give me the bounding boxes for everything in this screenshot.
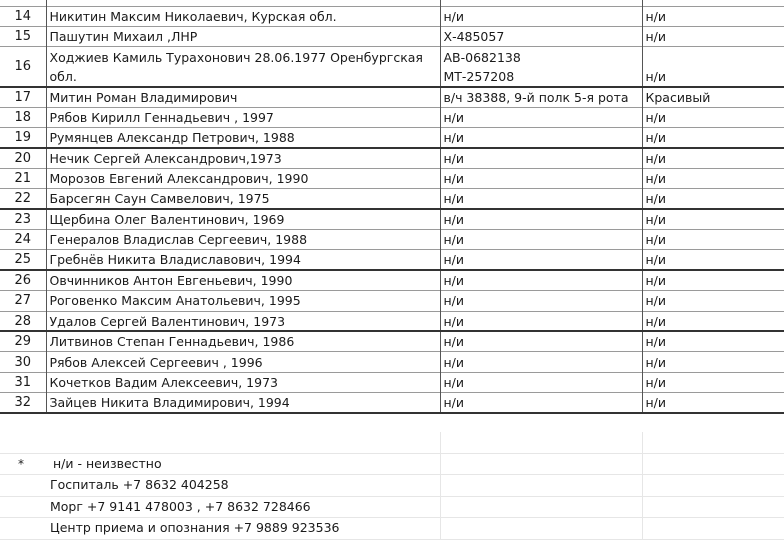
row-number-cell[interactable]: 15 [0, 26, 46, 46]
row-number-cell[interactable]: 19 [0, 128, 46, 148]
row-number-cell[interactable]: 28 [0, 311, 46, 331]
row-number-cell[interactable]: 23 [0, 209, 46, 229]
table-row [0, 168, 784, 188]
document-cell[interactable]: н/и [440, 209, 642, 229]
table-row [0, 87, 784, 107]
row-number-cell[interactable]: 14 [0, 6, 46, 26]
table-row [0, 189, 784, 209]
legend-text: н/и - неизвестно [53, 455, 162, 471]
document-cell[interactable]: н/и [440, 291, 642, 311]
document-cell[interactable]: н/и [440, 352, 642, 372]
table-row [0, 26, 784, 46]
document-cell[interactable]: н/и [440, 372, 642, 392]
document-cell[interactable]: н/и [440, 311, 642, 331]
document-cell[interactable]: н/и [440, 6, 642, 26]
document-cell[interactable] [440, 47, 642, 87]
document-cell[interactable]: н/и [440, 393, 642, 413]
document-cell[interactable]: н/и [440, 189, 642, 209]
note-cell[interactable]: н/и [642, 128, 784, 148]
name-cell[interactable]: Рябов Алексей Сергеевич , 1996 [46, 352, 440, 372]
table-row [0, 270, 784, 290]
document-cell[interactable]: Х-485057 [440, 26, 642, 46]
row-number-cell[interactable]: 27 [0, 291, 46, 311]
document-cell[interactable]: н/и [440, 331, 642, 351]
note-cell[interactable]: н/и [642, 148, 784, 168]
table-row [0, 107, 784, 127]
note-cell[interactable]: н/и [642, 311, 784, 331]
document-line: АВ-0682138 [443, 49, 521, 65]
table-row [0, 291, 784, 311]
footer-notes [0, 432, 784, 540]
name-cell[interactable]: Гребнёв Никита Владиславович, 1994 [46, 250, 440, 270]
footer-row [0, 432, 784, 454]
note-cell[interactable]: н/и [642, 47, 784, 87]
note-cell[interactable]: н/и [642, 270, 784, 290]
footer-row [0, 475, 784, 497]
note-cell[interactable]: н/и [642, 352, 784, 372]
name-cell[interactable]: Кочетков Вадим Алексеевич, 1973 [46, 372, 440, 392]
row-number-cell[interactable]: 20 [0, 148, 46, 168]
row-number-cell[interactable]: 26 [0, 270, 46, 290]
note-cell[interactable]: н/и [642, 291, 784, 311]
table-row [0, 393, 784, 413]
note-cell[interactable]: н/и [642, 250, 784, 270]
name-cell[interactable]: Барсегян Саун Самвелович, 1975 [46, 189, 440, 209]
footer-row [0, 454, 784, 476]
document-cell[interactable]: н/и [440, 168, 642, 188]
name-cell[interactable]: Нечик Сергей Александрович,1973 [46, 148, 440, 168]
name-cell[interactable]: Литвинов Степан Геннадьевич, 1986 [46, 331, 440, 351]
table-row [0, 230, 784, 250]
row-number-cell[interactable]: 18 [0, 107, 46, 127]
document-cell[interactable]: н/и [440, 107, 642, 127]
note-cell[interactable]: н/и [642, 331, 784, 351]
table-row [0, 372, 784, 392]
table-row [0, 250, 784, 270]
table-row [0, 6, 784, 26]
row-number-cell[interactable]: 25 [0, 250, 46, 270]
name-cell[interactable]: Щербина Олег Валентинович, 1969 [46, 209, 440, 229]
note-cell[interactable]: н/и [642, 26, 784, 46]
document-cell[interactable]: н/и [440, 148, 642, 168]
asterisk-mark: * [18, 456, 24, 471]
row-number-cell[interactable]: 32 [0, 393, 46, 413]
morgue-phone: Морг +7 9141 478003 , +7 8632 728466 [50, 498, 311, 514]
name-cell[interactable]: Румянцев Александр Петрович, 1988 [46, 128, 440, 148]
table-row [0, 331, 784, 351]
name-cell[interactable]: Удалов Сергей Валентинович, 1973 [46, 311, 440, 331]
footer-row [0, 497, 784, 519]
note-cell[interactable]: н/и [642, 168, 784, 188]
table-row [0, 311, 784, 331]
document-cell[interactable]: н/и [440, 230, 642, 250]
note-cell[interactable]: н/и [642, 372, 784, 392]
footer-row [0, 518, 784, 540]
name-cell[interactable]: Зайцев Никита Владимирович, 1994 [46, 393, 440, 413]
row-number-cell[interactable]: 17 [0, 87, 46, 107]
table-row [0, 352, 784, 372]
note-cell[interactable]: н/и [642, 209, 784, 229]
name-cell[interactable]: Генералов Владислав Сергеевич, 1988 [46, 230, 440, 250]
hospital-phone: Госпиталь +7 8632 404258 [50, 477, 229, 492]
name-cell[interactable]: Роговенко Максим Анатольевич, 1995 [46, 291, 440, 311]
name-cell[interactable]: Пашутин Михаил ,ЛНР [46, 26, 440, 46]
row-number-cell[interactable]: 31 [0, 372, 46, 392]
table-row [0, 128, 784, 148]
row-number-cell[interactable]: 21 [0, 168, 46, 188]
row-number-cell[interactable]: 24 [0, 230, 46, 250]
row-number-cell[interactable]: 30 [0, 352, 46, 372]
table-row [0, 148, 784, 168]
name-cell[interactable]: Рябов Кирилл Геннадьевич , 1997 [46, 107, 440, 127]
note-cell[interactable]: н/и [642, 230, 784, 250]
note-cell[interactable]: н/и [642, 189, 784, 209]
document-cell[interactable]: в/ч 38388, 9-й полк 5-я рота [440, 87, 642, 107]
note-cell[interactable]: Красивый [642, 87, 784, 107]
note-cell[interactable]: н/и [642, 6, 784, 26]
table-row [0, 209, 784, 229]
name-cell[interactable]: Ходжиев Камиль Турахонович 28.06.1977 Оренбургская обл. [46, 47, 440, 87]
table-row [0, 47, 784, 87]
name-cell[interactable]: Митин Роман Владимирович [46, 87, 440, 107]
name-cell[interactable]: Никитин Максим Николаевич, Курская обл. [46, 6, 440, 26]
identification-center-phone: Центр приема и опознания +7 9889 923536 [50, 520, 340, 535]
document-line: МТ-257208 [443, 68, 515, 84]
note-cell[interactable]: н/и [642, 393, 784, 413]
name-cell[interactable]: Морозов Евгений Александрович, 1990 [46, 168, 440, 188]
row-number-cell[interactable]: 29 [0, 331, 46, 351]
document-cell[interactable]: н/и [440, 270, 642, 290]
document-cell[interactable]: н/и [440, 250, 642, 270]
row-number-cell[interactable]: 22 [0, 189, 46, 209]
name-cell[interactable]: Овчинников Антон Евгеньевич, 1990 [46, 270, 440, 290]
row-number-cell[interactable]: 16 [0, 47, 46, 87]
note-cell[interactable]: н/и [642, 107, 784, 127]
document-cell[interactable]: н/и [440, 128, 642, 148]
